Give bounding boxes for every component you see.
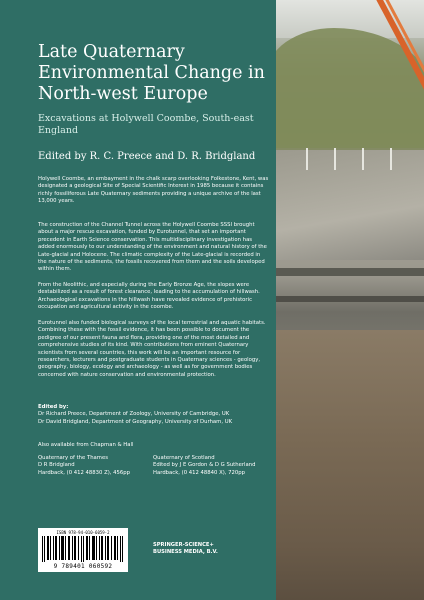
related-book-title: Quaternary of Scotland bbox=[153, 455, 215, 461]
fence-post bbox=[362, 148, 364, 170]
edited-by-label: Edited by: bbox=[38, 404, 69, 410]
fence-post bbox=[390, 148, 392, 170]
book-editors: Edited by R. C. Preece and D. R. Bridgland bbox=[38, 151, 256, 162]
fence-post bbox=[306, 148, 308, 170]
publisher-line-1: SPRINGER-SCIENCE+ bbox=[153, 542, 214, 548]
blurb-paragraph-3: From the Neolithic, and especially during the Early Bronze Age, the slopes were destabilized as a result of forest clearance, leading to the accumulation of hillwash. Archaeological excavations in the hillwash have revealed evidence of prehistoric occupation and agricultural activity in the coombe. bbox=[38, 282, 260, 311]
related-book-title: Quaternary of the Thames bbox=[38, 455, 108, 461]
blurb-paragraph-2: The construction of the Channel Tunnel across the Holywell Coombe SSSI brought about a major rescue excavation, funded by Eurotunnel, that set an important precedent in Earth Science conservation. This multidisciplinary investigation has added enormously to our understanding of the environment and natural history of the Late-glacial and Holocene. The climatic complexity of the Late-glacial is recorded in the nature of the sediments, the fossils recovered from them and the soils developed within them. bbox=[38, 222, 267, 273]
isbn-barcode bbox=[38, 528, 128, 572]
fence-post bbox=[334, 148, 336, 170]
related-book-author: D R Bridgland bbox=[38, 462, 75, 469]
photo-terrace bbox=[276, 296, 424, 302]
photo-excavation-pit bbox=[276, 330, 424, 600]
blurb-paragraph-4: Eurotunnel also funded biological surveys of the local terrestrial and aquatic habitats. Combining these with the fossil evidence, it has been possible to document the pedigree of our present fauna and flora, providing one of the most detailed and comprehensive studies of its kind. With contributions from eminent Quaternary scientists from several countries, this work will be an important resource for researchers, lecturers and postgraduate students in Quaternary sciences - geology, geography, biology, ecology and archaeology - as well as for government bodies concerned with nature conservation and environmental protection. bbox=[38, 320, 266, 378]
related-book-details: Hardback, (0 412 48830 Z), 456pp bbox=[38, 469, 130, 476]
excavation-photo bbox=[276, 0, 424, 600]
related-book-author: Edited by J E Gordon & D G Sutherland bbox=[153, 462, 256, 469]
barcode-number: 9 789401 060592 bbox=[53, 563, 113, 570]
related-book-2 bbox=[153, 455, 273, 477]
editor-2: Dr David Bridgland, Department of Geography, University of Durham, UK bbox=[38, 418, 233, 425]
editor-1: Dr Richard Preece, Department of Zoology, University of Cambridge, UK bbox=[38, 411, 230, 418]
publisher-line-2: BUSINESS MEDIA, B.V. bbox=[153, 548, 218, 555]
book-subtitle: Excavations at Holywell Coombe, South-east England bbox=[38, 113, 254, 136]
related-book-1 bbox=[38, 455, 158, 477]
edited-by-section bbox=[38, 404, 270, 426]
blurb-paragraph-1: Holywell Coombe, an embayment in the chalk scarp overlooking Folkestone, Kent, was designated a geological Site of Special Scientific Interest in 1985 because it contains richly fossiliferous Late Quaternary sediments providing a unique archive of the last 13,000 years. bbox=[38, 176, 269, 205]
photo-terrace bbox=[276, 268, 424, 276]
publisher-imprint bbox=[153, 542, 263, 555]
photo-slope bbox=[276, 150, 424, 260]
also-available-heading: Also available from Chapman & Hall bbox=[38, 442, 134, 448]
related-book-details: Hardback, (0 412 48840 X), 720pp bbox=[153, 469, 245, 476]
barcode-bars bbox=[42, 536, 124, 562]
isbn-label: ISBN 978-94-010-6059-2 bbox=[56, 530, 110, 535]
book-title: Late Quaternary Environmental Change in North-west Europe bbox=[38, 42, 265, 104]
